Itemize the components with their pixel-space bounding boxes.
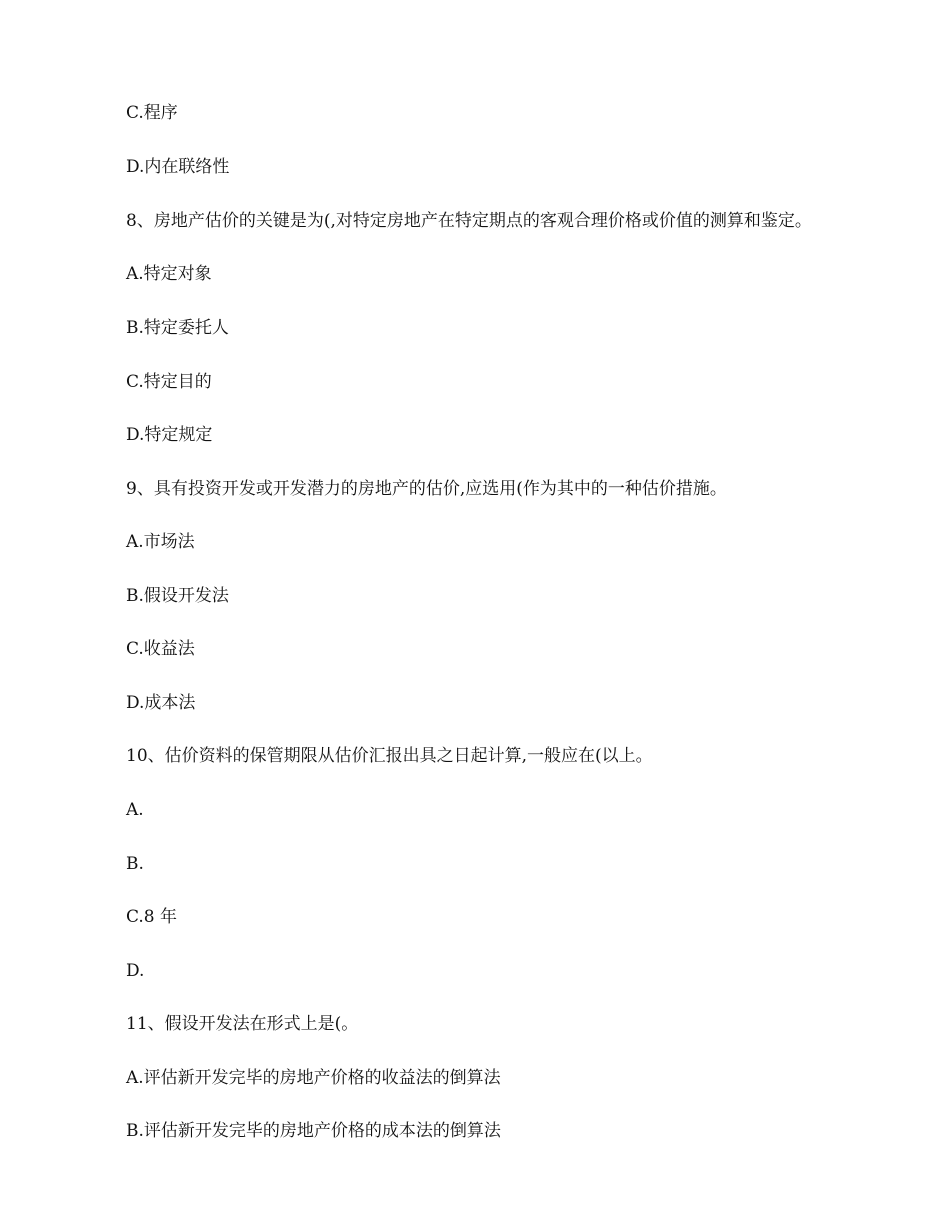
option-c-q10: C.8 年 [126, 907, 178, 927]
option-d-q10: D. [126, 961, 145, 981]
option-a-q11: A.评估新开发完毕的房地产价格的收益法的倒算法 [126, 1068, 501, 1088]
question-9: 9、具有投资开发或开发潜力的房地产的估价,应选用(作为其中的一种估价措施。 [126, 479, 727, 499]
option-b-q8: B.特定委托人 [126, 318, 229, 338]
option-d-q7: D.内在联络性 [126, 157, 230, 177]
option-c-q9: C.收益法 [126, 639, 195, 659]
option-c-q7: C.程序 [126, 103, 178, 123]
option-b-q11: B.评估新开发完毕的房地产价格的成本法的倒算法 [126, 1121, 501, 1141]
question-10: 10、估价资料的保管期限从估价汇报出具之日起计算,一般应在(以上。 [126, 746, 653, 766]
option-a-q9: A.市场法 [126, 532, 195, 552]
option-b-q9: B.假设开发法 [126, 586, 229, 606]
option-d-q8: D.特定规定 [126, 425, 213, 445]
question-8: 8、房地产估价的关键是为(,对特定房地产在特定期点的客观合理价格或价值的测算和鉴定。 [126, 211, 812, 231]
option-b-q10: B. [126, 854, 144, 874]
option-a-q10: A. [126, 800, 144, 820]
option-c-q8: C.特定目的 [126, 372, 212, 392]
option-a-q8: A.特定对象 [126, 264, 212, 284]
question-11: 11、假设开发法在形式上是(。 [126, 1014, 359, 1034]
option-d-q9: D.成本法 [126, 693, 196, 713]
